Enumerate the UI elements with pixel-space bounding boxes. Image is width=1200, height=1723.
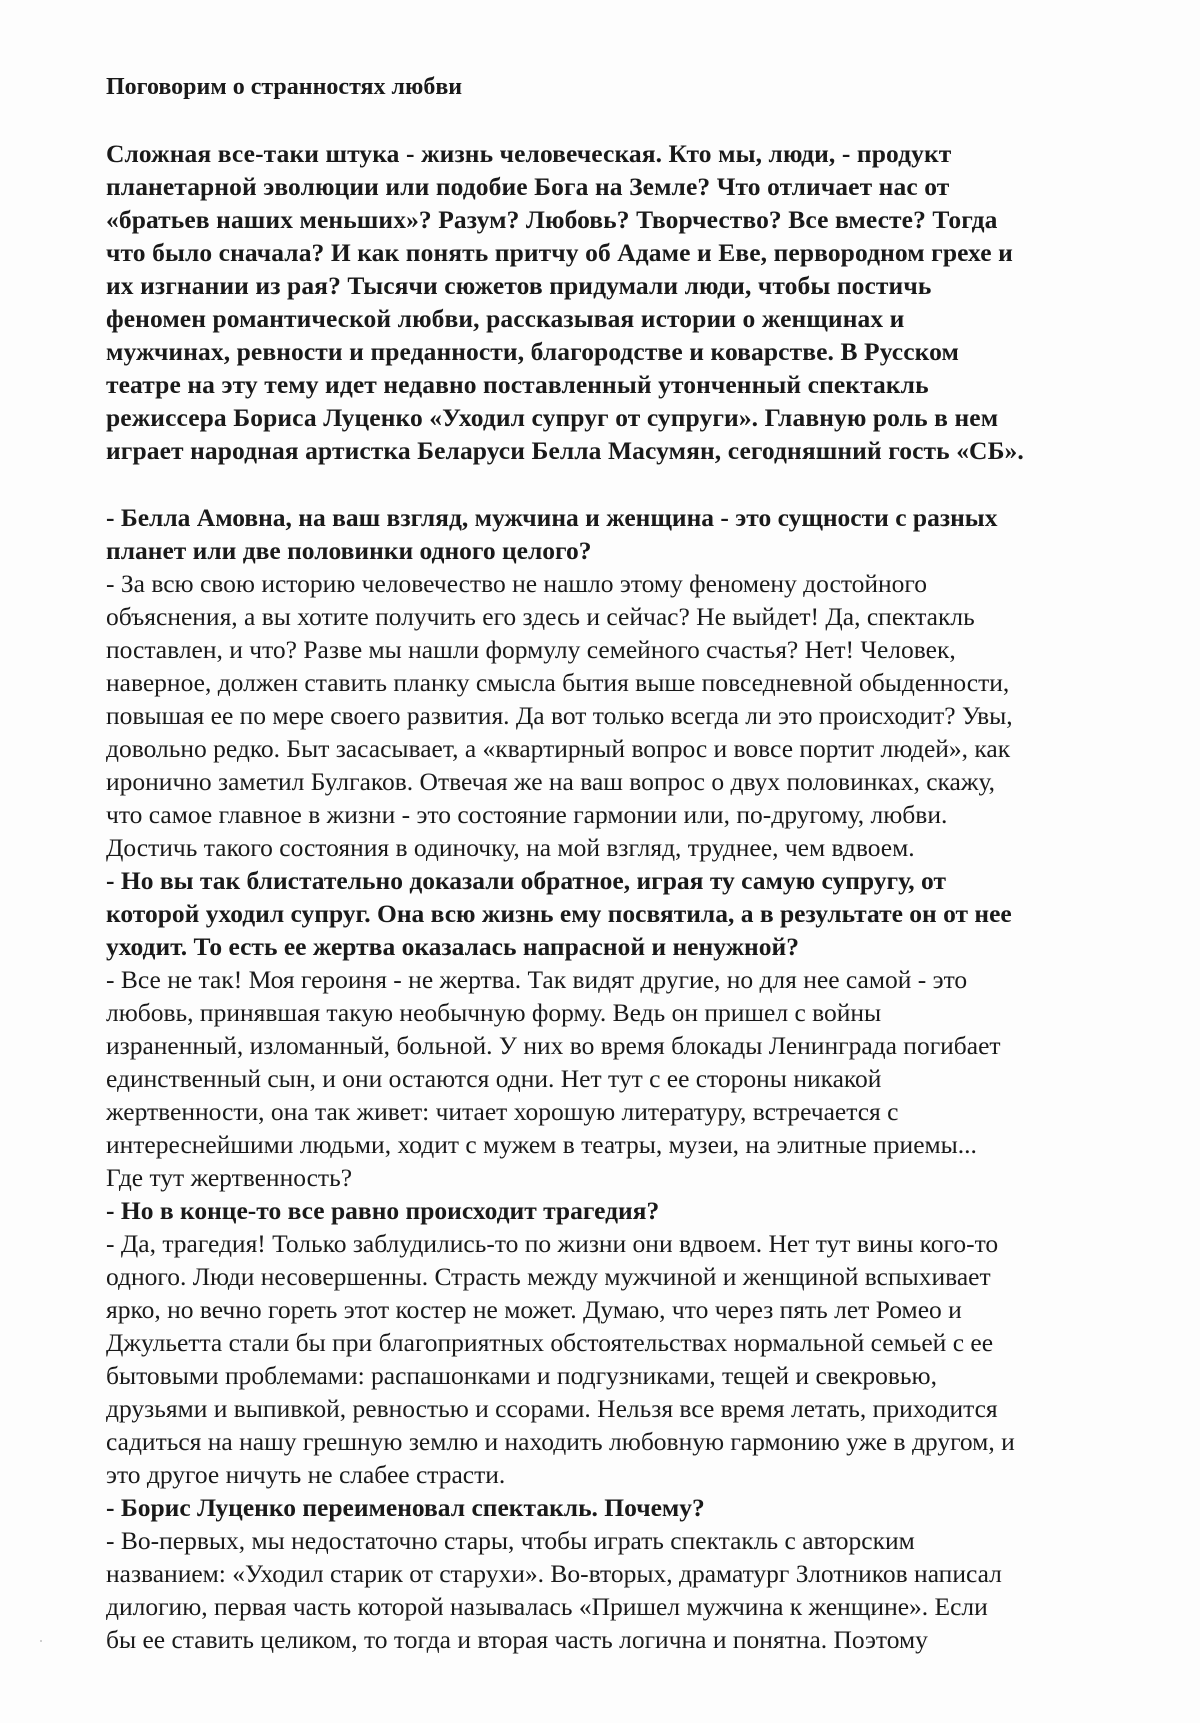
- interview-body: [106, 501, 1140, 1656]
- question-line: - Борис Луценко переименовал спектакль. Почему?: [106, 1493, 705, 1522]
- lead-line: играет народная артистка Беларуси Белла Масумян, сегодняшний гость «СБ».: [106, 436, 1024, 465]
- answer-line: поставлен, и что? Разве мы нашли формулу семейного счастья? Нет! Человек,: [106, 635, 956, 664]
- answer-line: единственный сын, и они остаются одни. Нет тут с ее стороны никакой: [106, 1064, 882, 1093]
- lead-line: феномен романтической любви, рассказывая истории о женщинах и: [106, 304, 905, 333]
- answer-line: - Да, трагедия! Только заблудились-то по жизни они вдвоем. Нет тут вины кого-то: [106, 1229, 999, 1258]
- interview-answer: [106, 963, 1140, 1194]
- lead-line: режиссера Бориса Луценко «Уходил супруг от супруги». Главную роль в нем: [106, 403, 999, 432]
- answer-line: повышая ее по мере своего развития. Да вот только всегда ли это происходит? Увы,: [106, 701, 1013, 730]
- answer-line: бы ее ставить целиком, то тогда и вторая часть логична и понятна. Поэтому: [106, 1625, 928, 1654]
- interview-question: [106, 1194, 1140, 1227]
- answer-line: любовь, принявшая такую необычную форму. Ведь он пришел с войны: [106, 998, 882, 1027]
- answer-line: довольно редко. Быт засасывает, а «квартирный вопрос и вовсе портит людей», как: [106, 734, 1011, 763]
- answer-line: названием: «Уходил старик от старухи». Во-вторых, драматург Злотников написал: [106, 1559, 1002, 1588]
- question-line: уходит. То есть ее жертва оказалась напрасной и ненужной?: [106, 932, 799, 961]
- answer-line: - За всю свою историю человечество не нашло этому феномену достойного: [106, 569, 927, 598]
- lead-line: «братьев наших меньших»? Разум? Любовь? Творчество? Все вместе? Тогда: [106, 205, 998, 234]
- answer-line: одного. Люди несовершенны. Страсть между мужчиной и женщиной вспыхивает: [106, 1262, 991, 1291]
- lead-line: что было сначала? И как понять притчу об Адаме и Еве, первородном грехе и: [106, 238, 1013, 267]
- question-line: которой уходил супруг. Она всю жизнь ему посвятила, а в результате он от нее: [106, 899, 1012, 928]
- interview-question: [106, 864, 1140, 963]
- lead-line: театре на эту тему идет недавно поставленный утонченный спектакль: [106, 370, 929, 399]
- answer-line: дилогию, первая часть которой называлась «Пришел мужчина к женщине». Если: [106, 1592, 988, 1621]
- interview-question: [106, 501, 1140, 567]
- answer-line: - Все не так! Моя героиня - не жертва. Так видят другие, но для нее самой - это: [106, 965, 968, 994]
- answer-line: наверное, должен ставить планку смысла бытия выше повседневной обыденности,: [106, 668, 1010, 697]
- answer-line: ярко, но вечно гореть этот костер не может. Думаю, что через пять лет Ромео и: [106, 1295, 962, 1324]
- answer-line: Достичь такого состояния в одиночку, на мой взгляд, труднее, чем вдвоем.: [106, 833, 915, 862]
- answer-line: - Во-первых, мы недостаточно стары, чтобы играть спектакль с авторским: [106, 1526, 915, 1555]
- interview-question: [106, 1491, 1140, 1524]
- interview-answer: [106, 1524, 1140, 1656]
- answer-line: садиться на нашу грешную землю и находить любовную гармонию уже в другом, и: [106, 1427, 1015, 1456]
- answer-line: бытовыми проблемами: распашонками и подгузниками, тещей и свекровью,: [106, 1361, 937, 1390]
- answer-line: Джульетта стали бы при благоприятных обстоятельствах нормальной семьей с ее: [106, 1328, 994, 1357]
- answer-line: Где тут жертвенность?: [106, 1163, 353, 1192]
- lead-line: Сложная все-таки штука - жизнь человеческая. Кто мы, люди, - продукт: [106, 139, 952, 168]
- answer-line: иронично заметил Булгаков. Отвечая же на ваш вопрос о двух половинках, скажу,: [106, 767, 996, 796]
- answer-line: объяснения, а вы хотите получить его здесь и сейчас? Не выйдет! Да, спектакль: [106, 602, 975, 631]
- answer-line: что самое главное в жизни - это состояние гармонии или, по-другому, любви.: [106, 800, 948, 829]
- answer-line: интереснейшими людьми, ходит с мужем в театры, музеи, на элитные приемы...: [106, 1130, 977, 1159]
- lead-line: планетарной эволюции или подобие Бога на Земле? Что отличает нас от: [106, 172, 950, 201]
- question-line: - Белла Амовна, на ваш взгляд, мужчина и женщина - это сущности с разных: [106, 503, 998, 532]
- lead-line: мужчинах, ревности и преданности, благородстве и коварстве. В Русском: [106, 337, 959, 366]
- question-line: планет или две половинки одного целого?: [106, 536, 592, 565]
- question-line: - Но вы так блистательно доказали обратное, играя ту самую супругу, от: [106, 866, 946, 895]
- interview-answer: [106, 1227, 1140, 1491]
- answer-line: друзьями и выпивкой, ревностью и ссорами. Нельзя все время летать, приходится: [106, 1394, 998, 1423]
- page-title: Поговорим о странностях любви: [106, 74, 463, 100]
- answer-line: это другое ничуть не слабее страсти.: [106, 1460, 506, 1489]
- answer-line: израненный, изломанный, больной. У них во время блокады Ленинграда погибает: [106, 1031, 1001, 1060]
- scan-speck: [40, 1640, 42, 1642]
- lead-paragraph: [106, 137, 1140, 467]
- answer-line: жертвенности, она так живет: читает хорошую литературу, встречается с: [106, 1097, 899, 1126]
- lead-line: их изгнании из рая? Тысячи сюжетов придумали люди, чтобы постичь: [106, 271, 932, 300]
- interview-answer: [106, 567, 1140, 864]
- question-line: - Но в конце-то все равно происходит трагедия?: [106, 1196, 660, 1225]
